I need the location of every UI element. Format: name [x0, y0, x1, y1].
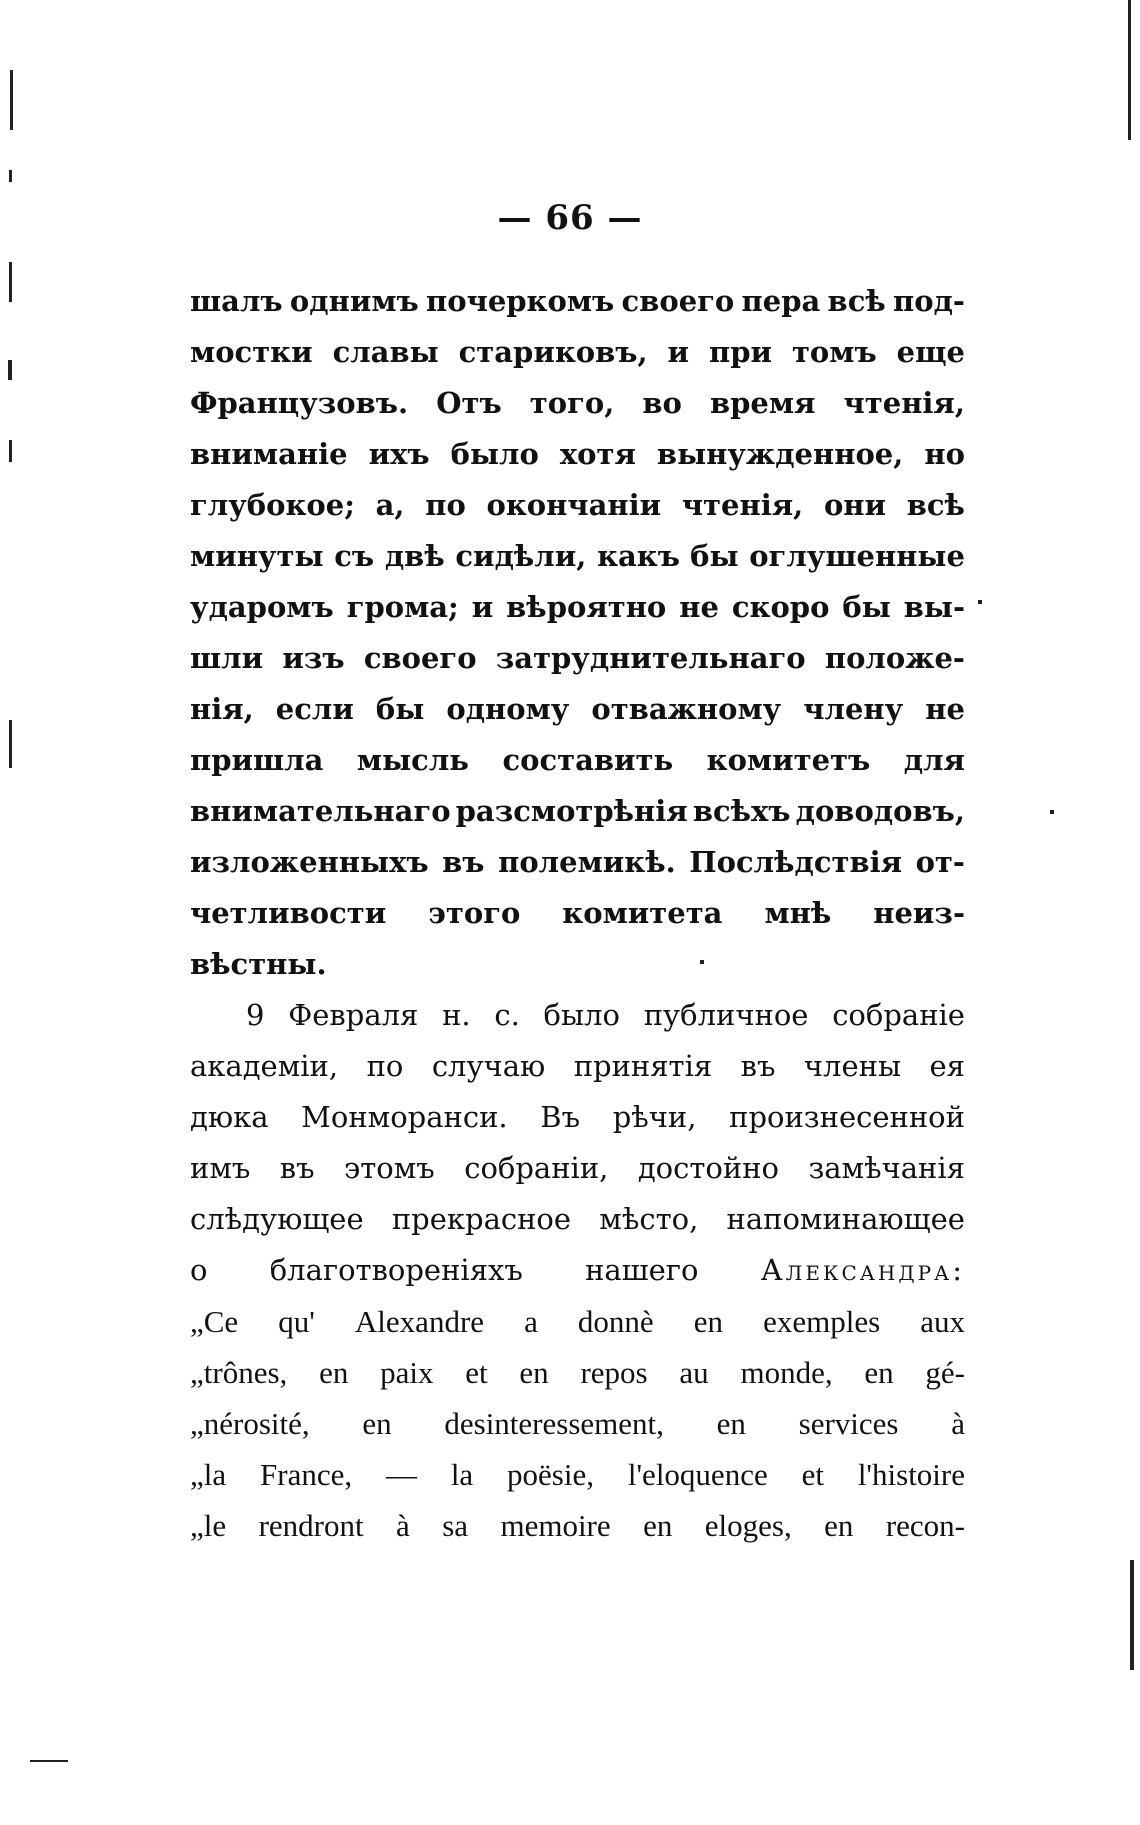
word: затруднительнаго: [495, 641, 806, 675]
word: шли: [190, 641, 264, 675]
word: глубокое;: [190, 488, 355, 522]
word: было: [450, 437, 539, 471]
word: services: [798, 1406, 899, 1441]
word: donnè: [577, 1304, 654, 1339]
word: Въ: [540, 1100, 581, 1134]
page-number: — 66 —: [497, 198, 643, 238]
word: не: [679, 590, 719, 624]
word: под-: [893, 284, 965, 318]
word: скоро: [731, 590, 830, 624]
word: вниманіе: [190, 437, 348, 471]
word: было: [543, 998, 620, 1032]
word: от-: [915, 845, 965, 879]
word: они: [823, 488, 887, 522]
word: la: [450, 1457, 474, 1492]
word: по: [366, 1049, 404, 1083]
word: имъ: [190, 1151, 251, 1185]
word: aux: [920, 1304, 965, 1339]
word: en: [362, 1406, 392, 1441]
word: въ: [740, 1049, 776, 1083]
text-line: [190, 1194, 965, 1245]
text-line: [190, 378, 965, 429]
word: еще: [896, 335, 965, 369]
word: окончаніи: [486, 488, 662, 522]
word: eloges,: [704, 1508, 792, 1543]
word: публичное: [643, 998, 809, 1032]
scan-speck: [9, 170, 12, 182]
word: l'eloquence: [627, 1457, 768, 1492]
word: четливости: [190, 896, 387, 930]
word: „la: [190, 1457, 227, 1492]
word: въ: [442, 845, 485, 879]
word: по: [425, 488, 466, 522]
word: замѣчанія: [808, 1151, 965, 1185]
word: полемикѣ.: [498, 845, 676, 879]
word: exemples: [763, 1304, 881, 1339]
word: вѣроятно: [506, 590, 667, 624]
word: при: [709, 335, 773, 369]
text-line: [190, 1143, 965, 1194]
word: „trônes,: [190, 1355, 288, 1390]
word: a: [524, 1304, 538, 1339]
word: чтенія,: [681, 488, 804, 522]
word: en: [643, 1508, 673, 1543]
word: для: [903, 743, 965, 777]
word: прекрасное: [391, 1202, 572, 1236]
word: время: [709, 386, 816, 420]
word: l'histoire: [857, 1457, 965, 1492]
text-line: [190, 1041, 965, 1092]
word: Отъ: [436, 386, 502, 420]
word: достойно: [637, 1151, 779, 1185]
scan-speck: [8, 360, 12, 380]
text-line: [190, 1245, 965, 1296]
word: напоминающее: [726, 1202, 965, 1236]
word: неиз-: [873, 896, 965, 930]
word: à: [951, 1406, 965, 1441]
word: бы: [375, 692, 425, 726]
word: recon-: [885, 1508, 965, 1543]
word: monde,: [740, 1355, 833, 1390]
word: своего: [621, 284, 735, 318]
word: всѣ: [906, 488, 965, 522]
word: отважному: [591, 692, 782, 726]
word: desinteressement,: [444, 1406, 664, 1441]
word: минуты: [190, 539, 324, 573]
word: стариковъ,: [458, 335, 648, 369]
word: дюка: [190, 1100, 269, 1134]
word: случаю: [431, 1049, 546, 1083]
word: нашего: [585, 1253, 699, 1287]
word: рѣчи,: [612, 1100, 697, 1134]
word: о: [190, 1253, 208, 1287]
text-line: [190, 1500, 965, 1551]
word: этого: [428, 896, 521, 930]
text-line: [190, 1449, 965, 1500]
word: грома;: [346, 590, 459, 624]
word: доводовъ,: [795, 794, 965, 828]
word: мысль: [356, 743, 469, 777]
word: не: [925, 692, 965, 726]
word: en: [319, 1355, 349, 1390]
scan-speck: [9, 720, 12, 768]
text-line: [190, 582, 965, 633]
word: ихъ: [368, 437, 430, 471]
word: „Ce: [190, 1304, 239, 1339]
word: хотя: [559, 437, 636, 471]
word: мостки: [190, 335, 313, 369]
word: и: [471, 590, 494, 624]
word: мнѣ: [764, 896, 832, 930]
text-line: [190, 276, 965, 327]
text-line: [190, 939, 965, 990]
word: академіи,: [190, 1049, 339, 1083]
word: à: [396, 1508, 410, 1543]
word: изложенныхъ: [190, 845, 429, 879]
text-line: [190, 735, 965, 786]
word: пера: [741, 284, 821, 318]
text-line: [190, 1398, 965, 1449]
scan-speck: [30, 1760, 68, 1762]
word: et: [801, 1457, 824, 1492]
word: съ: [334, 539, 375, 573]
word: sa: [442, 1508, 469, 1543]
word: пришла: [190, 743, 324, 777]
word: „nérosité,: [190, 1406, 310, 1441]
word: en: [716, 1406, 746, 1441]
text-line: [190, 1296, 965, 1347]
text-line: [190, 990, 965, 1041]
word: Февраля: [288, 998, 419, 1032]
word: какъ бы: [597, 539, 739, 573]
word: en: [824, 1508, 854, 1543]
word: а,: [375, 488, 405, 522]
word: repos: [580, 1355, 648, 1390]
word: члены: [803, 1049, 902, 1083]
word: того,: [529, 386, 615, 420]
word: произнесенной: [729, 1100, 965, 1134]
word: с.: [494, 998, 520, 1032]
text-line: [190, 684, 965, 735]
word: оглушенные: [749, 539, 965, 573]
word: всѣ: [827, 284, 886, 318]
word: Александра:: [760, 1253, 965, 1287]
word: внимательнаго: [190, 794, 451, 828]
word: принятія: [573, 1049, 713, 1083]
word: ея: [929, 1049, 965, 1083]
word: разсмотрѣнія: [455, 794, 688, 828]
word: en: [864, 1355, 894, 1390]
word: почеркомъ: [426, 284, 615, 318]
word: томъ: [791, 335, 877, 369]
word: чтенія,: [843, 386, 965, 420]
text-line: [190, 633, 965, 684]
word: poësie,: [507, 1457, 594, 1492]
word: memoire: [500, 1508, 611, 1543]
word: Alexandre: [354, 1304, 485, 1339]
word: au: [679, 1355, 709, 1390]
text-line: [190, 327, 965, 378]
word: rendront: [258, 1508, 364, 1543]
word: составить: [502, 743, 674, 777]
word: своего: [363, 641, 477, 675]
word: шалъ: [190, 284, 283, 318]
word: двѣ: [384, 539, 445, 573]
word: въ: [279, 1151, 315, 1185]
word: изъ: [282, 641, 345, 675]
word: этомъ: [344, 1151, 435, 1185]
word: однимъ: [289, 284, 419, 318]
word: сидѣли,: [455, 539, 587, 573]
text-line: [190, 480, 965, 531]
word: et: [465, 1355, 488, 1390]
word: но: [924, 437, 965, 471]
word: France,: [260, 1457, 353, 1492]
word: всѣхъ: [692, 794, 791, 828]
word: paix: [380, 1355, 434, 1390]
word: и: [667, 335, 690, 369]
scan-speck: [10, 70, 13, 130]
scan-speck: [1128, 0, 1131, 140]
word: „le: [190, 1508, 227, 1543]
word: en: [693, 1304, 724, 1339]
word: ударомъ: [190, 590, 334, 624]
word: славы: [332, 335, 439, 369]
word: бы: [842, 590, 891, 624]
scan-speck: [9, 262, 12, 302]
text-line: [190, 429, 965, 480]
word: gé-: [925, 1355, 965, 1390]
text-line: [190, 888, 965, 939]
word: положе-: [824, 641, 965, 675]
word: вы-: [903, 590, 965, 624]
word: во: [642, 386, 682, 420]
text-line: [190, 1347, 965, 1398]
text-line: [190, 837, 965, 888]
scan-speck: [700, 960, 704, 964]
word: 9: [246, 998, 265, 1032]
word: вынужденное,: [656, 437, 904, 471]
scan-speck: [1130, 1560, 1134, 1670]
word: комитетъ: [706, 743, 871, 777]
text-line: [190, 531, 965, 582]
word: одному: [446, 692, 570, 726]
body-text: [190, 276, 965, 1551]
text-line: [190, 1092, 965, 1143]
word: благотвореніяхъ: [269, 1253, 523, 1287]
word: слѣдующее: [190, 1202, 364, 1236]
text-line: [190, 786, 965, 837]
word: нія,: [190, 692, 254, 726]
word: qu': [278, 1304, 315, 1339]
scan-speck: [978, 600, 982, 604]
word: члену: [803, 692, 904, 726]
word: собраніи,: [464, 1151, 609, 1185]
word: Французовъ.: [190, 386, 409, 420]
scan-speck: [1050, 810, 1054, 814]
word: Монморанси.: [301, 1100, 508, 1134]
word: если: [275, 692, 354, 726]
word: комитета: [562, 896, 723, 930]
word: Послѣдствія: [689, 845, 903, 879]
word: вѣстны.: [190, 947, 327, 981]
word: собраніе: [832, 998, 965, 1032]
word: en: [519, 1355, 549, 1390]
word: н.: [442, 998, 471, 1032]
word: —: [385, 1457, 417, 1492]
scan-speck: [9, 440, 12, 462]
word: мѣсто,: [599, 1202, 699, 1236]
